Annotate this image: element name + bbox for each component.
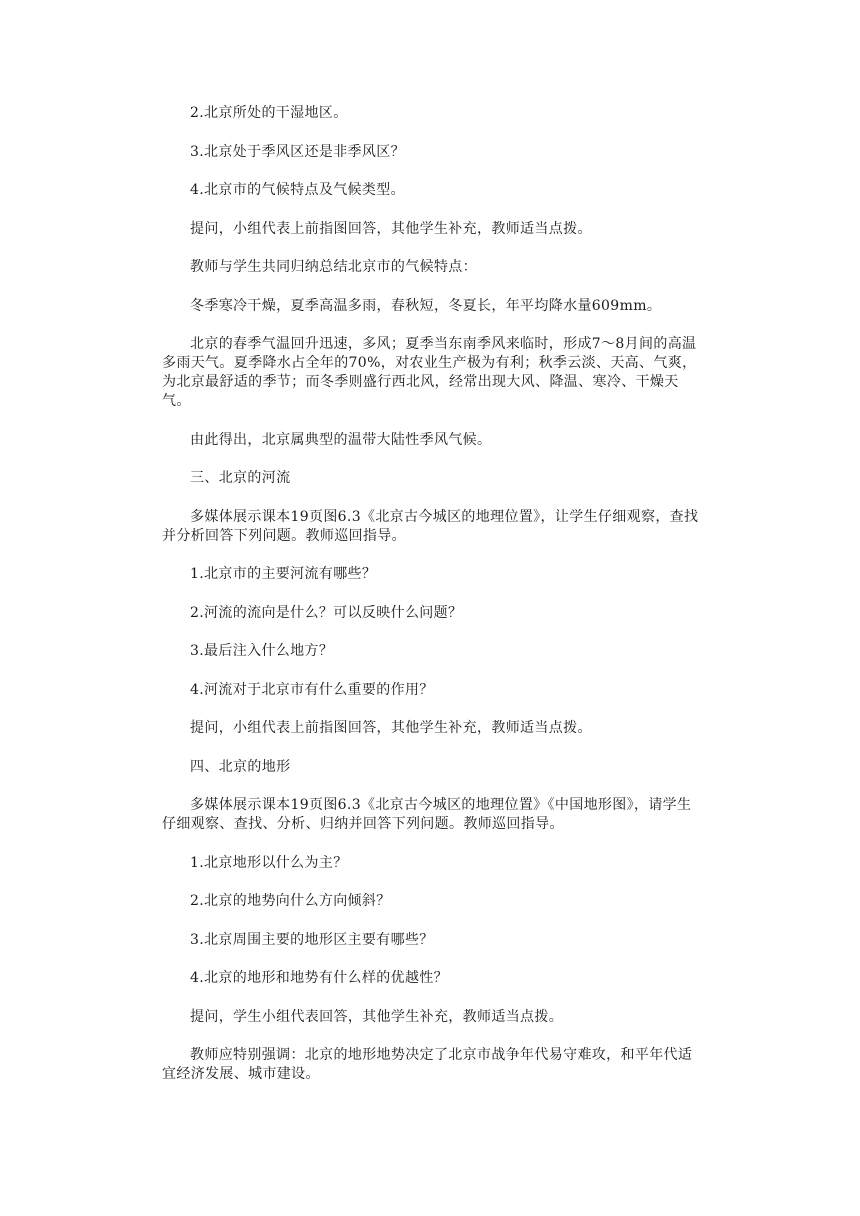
instruction-group-answer: 提问，小组代表上前指图回答，其他学生补充，教师适当点拨。 (190, 220, 592, 237)
question-terrain-main: 1.北京地形以什么为主？ (190, 854, 348, 871)
section-heading-rivers: 三、北京的河流 (190, 470, 291, 486)
instruction-student-answer: 提问，学生小组代表回答，其他学生补充，教师适当点拨。 (190, 1008, 564, 1025)
question-climate-type: 4.北京市的气候特点及气候类型。 (190, 182, 405, 198)
question-main-rivers: 1.北京市的主要河流有哪些？ (190, 566, 377, 582)
question-terrain-slope: 2.北京的地势向什么方向倾斜？ (190, 893, 391, 909)
climate-seasons-detail: 北京的春季气温回升迅速，多风；夏季当东南季风来临时，形成7～8月间的高温多雨天气。夏季降水占全年的70%，对农业生产极为有利；秋季云淡、天高、气爽，为北京最舒适的季节；而冬季则盛行西北风，经常出现大风、降温、寒冷、干燥天气。 (162, 336, 697, 409)
question-terrain-regions: 3.北京周围主要的地形区主要有哪些？ (190, 931, 434, 948)
question-terrain-advantage: 4.北京的地形和地势有什么样的优越性？ (190, 970, 449, 986)
terrain-activity: 多媒体展示课本19页图6.3《北京古今城区的地理位置》《中国地形图》，请学生仔细观察、查找、分析、归纳并回答下列问题。教师巡回指导。 (162, 797, 692, 832)
question-river-direction: 2.河流的流向是什么？可以反映什么问题？ (190, 604, 463, 621)
climate-summary-intro: 教师与学生共同归纳总结北京市的气候特点： (190, 259, 477, 275)
climate-conclusion: 由此得出，北京属典型的温带大陆性季风气候。 (190, 431, 492, 448)
rivers-activity: 多媒体展示课本19页图6.3《北京古今城区的地理位置》，让学生仔细观察，查找并分析回答下列问题。教师巡回指导。 (162, 508, 699, 544)
instruction-group-answer-2: 提问，小组代表上前指图回答，其他学生补充，教师适当点拨。 (190, 720, 592, 736)
section-heading-terrain: 四、北京的地形 (190, 758, 291, 775)
question-monsoon-region: 3.北京处于季风区还是非季风区？ (190, 143, 405, 160)
teacher-emphasis: 教师应特别强调：北京的地形地势决定了北京市战争年代易守难攻，和平年代适宜经济发展、城市建设。 (162, 1047, 693, 1082)
question-river-outlet: 3.最后注入什么地方？ (190, 643, 334, 659)
question-river-importance: 4.河流对于北京市有什么重要的作用？ (190, 681, 434, 698)
climate-summary: 冬季寒冷干燥，夏季高温多雨，春秋短，冬夏长，年平均降水量609mm。 (190, 297, 662, 314)
question-dry-wet-region: 2.北京所处的干湿地区。 (190, 105, 348, 121)
